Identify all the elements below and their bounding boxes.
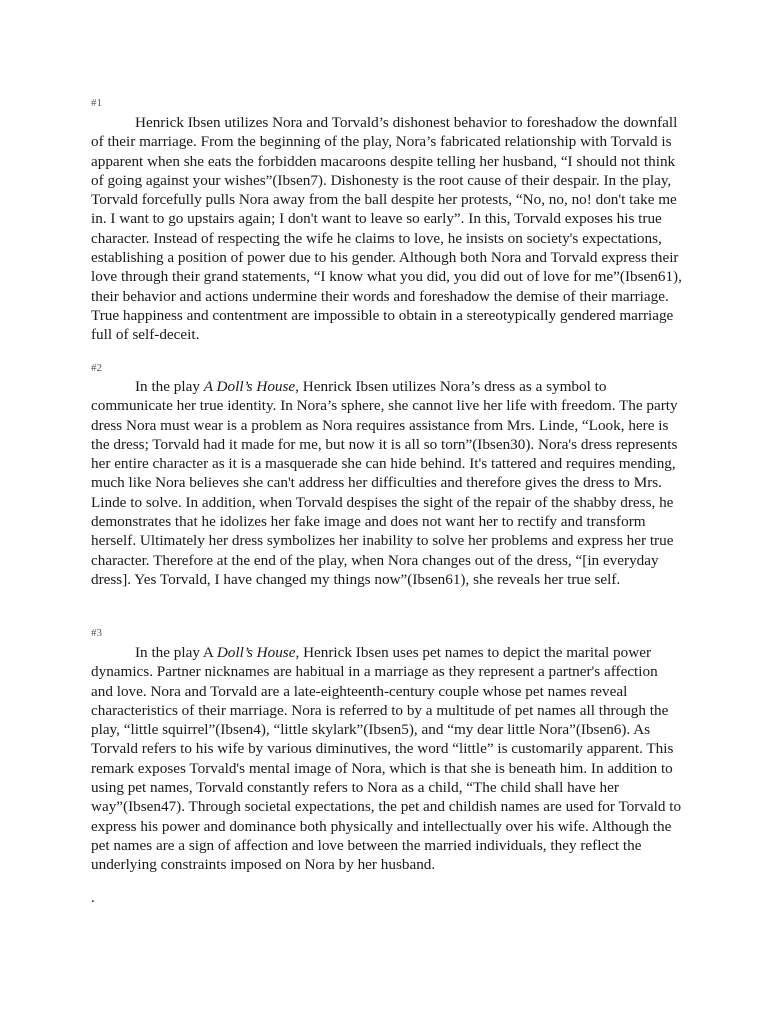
section-3-text-before: In the play A — [135, 644, 217, 661]
section-2-text-after: , Henrick Ibsen utilizes Nora’s dress as a symbol to communicate her true identity. In Nora’s sphere, she cannot live her life with freedom. The party dress Nora must wear is a problem as Nora requires assistance from Mrs. Linde, “Look, here is the dress; Torvald had it made for me, but now it is all so torn”(Ibsen30). Nora's dress represents her entire character as it is a masquerade she can hide behind. It's tattered and requires mending, much like Nora believes she can't address her difficulties and therefore gives the dress to Mrs. Linde to solve. In addition, when Torvald despises the sight of the repair of the shabby dress, he demonstrates that he idolizes her fake image and does not want her to rectify and transform herself. Ultimately her dress symbolizes her inability to solve her problems and express her true character. Therefore at the end of the play, when Nora changes out of the dress, “[in everyday dress]. Yes Torvald, I have changed my things now”(Ibsen61), she reveals her true self. — [91, 378, 678, 588]
section-2-paragraph — [91, 377, 683, 589]
section-1-text: Henrick Ibsen utilizes Nora and Torvald’s dishonest behavior to foreshadow the downfall of their marriage. From the beginning of the play, Nora’s fabricated relationship with Torvald is apparent when she eats the forbidden macaroons despite telling her husband, “I should not think of going against your wishes”(Ibsen7). Dishonesty is the root cause of their despair. In the play, Torvald forcefully pulls Nora away from the ball despite her protests, “No, no, no! don't take me in. I want to go upstairs again; I don't want to leave so early”. In this, Torvald exposes his true character. Instead of respecting the wife he claims to love, he insists on society's expectations, establishing a position of power due to his gender. Although both Nora and Torvald express their love through their grand statements, “I know what you did, you did out of love for me”(Ibsen61), their behavior and actions undermine their words and foreshadow the demise of their marriage. True happiness and contentment are impossible to obtain in a stereotypically gendered marriage full of self-deceit. — [91, 114, 682, 344]
section-3-paragraph — [91, 643, 683, 875]
section-2-text — [91, 377, 683, 589]
section-2-number: #2 — [91, 362, 102, 374]
section-3-text — [91, 643, 683, 875]
section-3-text-after: Henrick Ibsen uses pet names to depict the marital power dynamics. Partner nicknames are habitual in a marriage as they represent a partner's affection and love. Nora and Torvald are a late-eighteenth-century couple whose pet names reveal characteristics of their marriage. Nora is referred to by a multitude of pet names all through the play, “little squirrel”(Ibsen4), “little skylark”(Ibsen5), and “my dear little Nora”(Ibsen6). As Torvald refers to his wife by various diminutives, the word “little” is customarily apparent. This remark exposes Torvald's mental image of Nora, which is that she is beneath him. In addition to using pet names, Torvald constantly refers to Nora as a child, “The child shall have her way”(Ibsen47). Through societal expectations, the pet and childish names are used for Torvald to express his power and dominance both physically and intellectually over his wife. Although the pet names are a sign of affection and love between the married individuals, they reflect the underlying constraints imposed on Nora by her husband. — [91, 644, 682, 874]
section-3-number: #3 — [91, 627, 102, 639]
section-2-text-before: In the play — [135, 378, 204, 395]
section-1-paragraph — [91, 113, 683, 345]
trailing-period: . — [91, 890, 95, 906]
section-2-title: A Doll’s House — [203, 378, 296, 395]
section-3-title: Doll’s House, — [216, 644, 300, 661]
section-1-number: #1 — [91, 97, 102, 109]
